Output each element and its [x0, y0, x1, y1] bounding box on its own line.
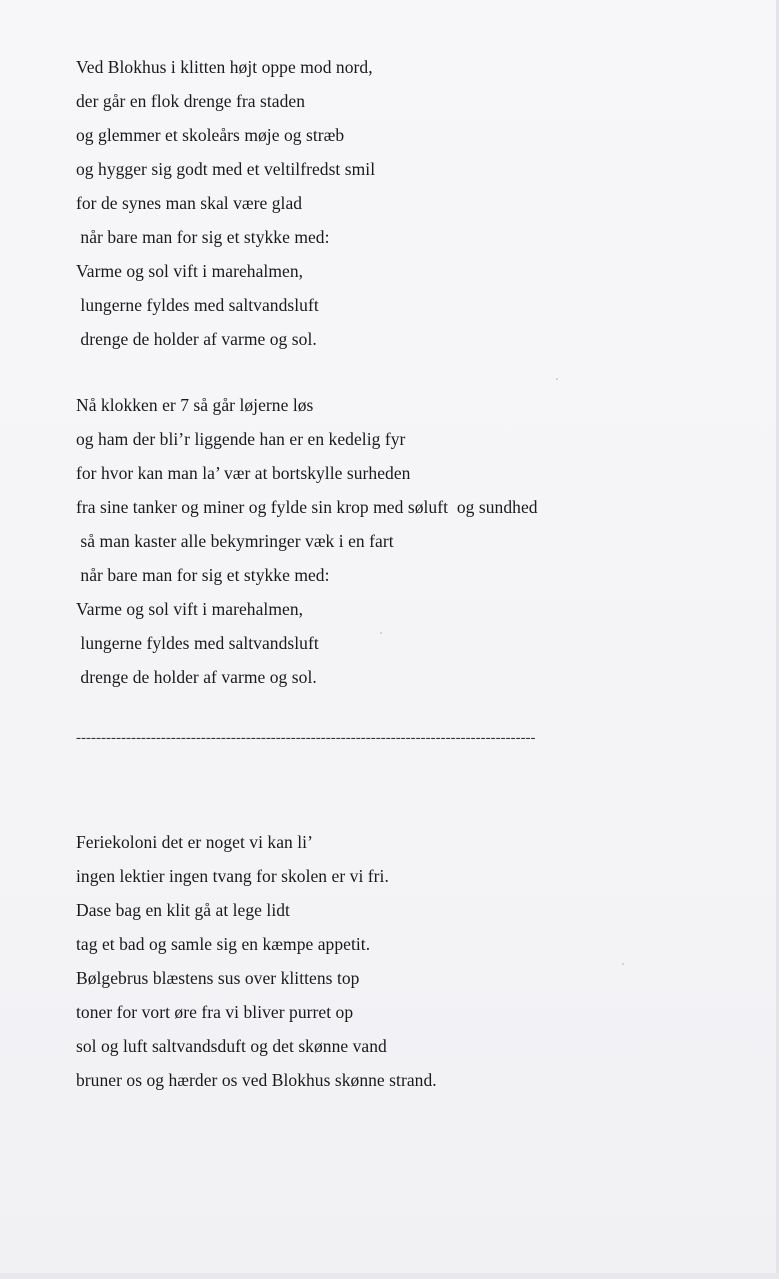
verse-line: drenge de holder af varme og sol. [76, 329, 317, 349]
verse-line: toner for vort øre fra vi bliver purret op [76, 1002, 354, 1022]
verse-line: lungerne fyldes med saltvandsluft [76, 295, 319, 315]
verse-line: fra sine tanker og miner og fylde sin krop med søluft og sundhed [76, 497, 538, 517]
verse-line: og glemmer et skoleårs møje og stræb [76, 125, 345, 145]
verse-3 [76, 825, 437, 1097]
verse-line: sol og luft saltvandsduft og det skønne vand [76, 1036, 387, 1056]
verse-line: Varme og sol vift i marehalmen, [76, 599, 304, 619]
paper-speck [556, 378, 558, 380]
verse-line: Varme og sol vift i marehalmen, [76, 261, 304, 281]
paper-speck [622, 963, 624, 965]
verse-line: når bare man for sig et stykke med: [76, 565, 330, 585]
verse-1 [76, 50, 375, 356]
verse-line: Bølgebrus blæstens sus over klittens top [76, 968, 360, 988]
verse-line: Feriekoloni det er noget vi kan li’ [76, 832, 313, 852]
verse-line: lungerne fyldes med saltvandsluft [76, 633, 319, 653]
verse-2 [76, 388, 538, 694]
verse-line: drenge de holder af varme og sol. [76, 667, 317, 687]
verse-line: Nå klokken er 7 så går løjerne løs [76, 395, 314, 415]
verse-line: Ved Blokhus i klitten højt oppe mod nord, [76, 57, 373, 77]
page-bottom-edge [0, 1273, 779, 1279]
verse-line: for de synes man skal være glad [76, 193, 303, 213]
paper-speck [380, 632, 382, 634]
verse-line: og ham der bli’r liggende han er en kedelig fyr [76, 429, 406, 449]
verse-line: for hvor kan man la’ vær at bortskylle surheden [76, 463, 411, 483]
verse-line: ingen lektier ingen tvang for skolen er vi fri. [76, 866, 389, 886]
verse-line: Dase bag en klit gå at lege lidt [76, 900, 290, 920]
verse-line: så man kaster alle bekymringer væk i en fart [76, 531, 394, 551]
verse-line: der går en flok drenge fra staden [76, 91, 306, 111]
verse-line: når bare man for sig et stykke med: [76, 227, 330, 247]
verse-line: og hygger sig godt med et veltilfredst smil [76, 159, 376, 179]
verse-line: tag et bad og samle sig en kæmpe appetit. [76, 934, 371, 954]
section-divider: -------------------------------------------------------------------------------------------- [76, 730, 536, 746]
verse-line: bruner os og hærder os ved Blokhus skønne strand. [76, 1070, 437, 1090]
